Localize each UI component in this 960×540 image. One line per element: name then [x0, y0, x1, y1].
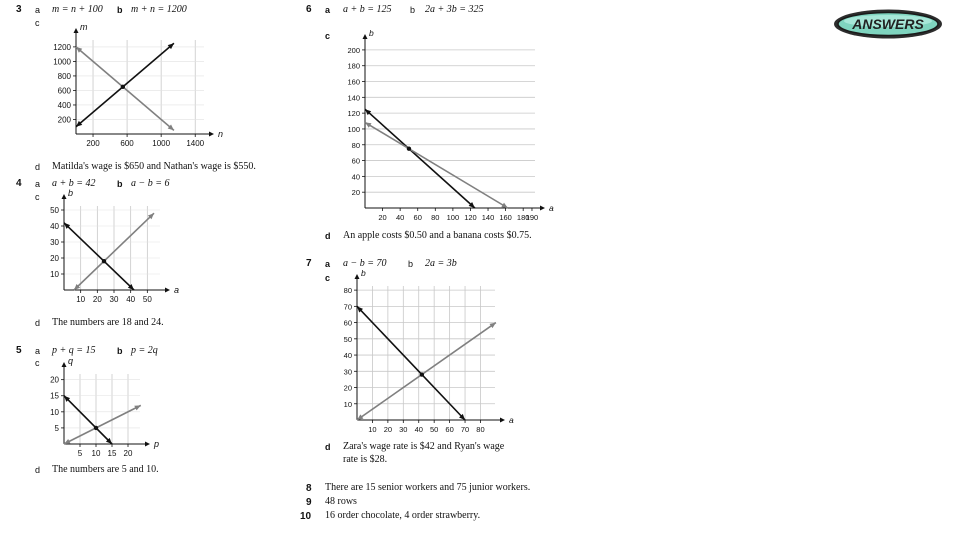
- q7-x-axis-label: a: [509, 415, 514, 425]
- q3-series-2-line: [76, 47, 174, 130]
- q5-c-label: c: [35, 358, 40, 368]
- q4-b-equation: a − b = 6: [131, 178, 170, 189]
- q5-graph: [38, 358, 158, 462]
- q7-y-tick-label: 40: [343, 351, 352, 361]
- q4-x-tick-label: 10: [76, 295, 86, 304]
- q4-x-tick-label: 50: [142, 295, 152, 304]
- q3-b-equation: m + n = 1200: [131, 4, 187, 15]
- q5-y-tick-label: 5: [54, 423, 59, 433]
- q5-intersection-point: [94, 426, 98, 430]
- q10-answer: 16 order chocolate, 4 order strawberry.: [325, 510, 481, 521]
- q4-c-label: c: [35, 192, 40, 202]
- q6-x-tick-label: 120: [464, 213, 477, 222]
- q4-x-axis-label: a: [174, 285, 180, 295]
- q3-a-label: a: [35, 5, 41, 15]
- q7-x-tick-label: 70: [460, 425, 470, 434]
- q6-graph: [335, 28, 554, 226]
- q7-y-tick-label: 10: [343, 399, 352, 409]
- q8-number: 8: [306, 483, 312, 494]
- q7-x-tick-label: 60: [445, 425, 454, 434]
- q6-b-label: b: [410, 5, 416, 15]
- q4-y-tick-label: 40: [50, 222, 59, 231]
- q3-d-answer: Matilda's wage is $650 and Nathan's wage is $550.: [52, 161, 256, 172]
- q6-y-tick-label: 120: [347, 109, 360, 119]
- q4-number: 4: [16, 178, 22, 189]
- q5-number: 5: [16, 345, 22, 356]
- q5-y-tick-label: 10: [50, 407, 59, 417]
- q6-c-label: c: [325, 31, 331, 41]
- q7-x-tick-label: 40: [414, 425, 423, 434]
- q7-a-equation: a − b = 70: [343, 258, 387, 269]
- q5-y-axis-label: q: [68, 356, 74, 366]
- q4-y-axis-label: b: [68, 188, 74, 198]
- q4-y-tick-label: 20: [50, 254, 59, 263]
- q6-number: 6: [306, 4, 312, 15]
- q3-x-tick-label: 200: [86, 139, 100, 148]
- q5-x-axis-label: p: [154, 439, 160, 449]
- q5-d-label: d: [35, 465, 41, 475]
- q6-x-tick-label: 80: [431, 213, 440, 222]
- q6-y-tick-label: 140: [347, 93, 360, 103]
- q7-y-tick-label: 20: [343, 383, 352, 393]
- q6-series-1-line: [365, 109, 475, 208]
- q6-x-tick-label: 60: [413, 213, 422, 222]
- q6-y-tick-label: 100: [347, 124, 360, 134]
- q7-x-tick-label: 20: [383, 425, 393, 434]
- q5-x-arrow: [145, 442, 150, 447]
- q9-number: 9: [306, 497, 312, 508]
- q7-series-1-line: [357, 306, 465, 420]
- q4-x-arrow: [165, 288, 170, 293]
- q4-a-label: a: [35, 179, 41, 189]
- q7-y-arrow: [355, 274, 360, 279]
- q5-b-equation: p = 2q: [131, 345, 158, 356]
- q4-b-label: b: [117, 179, 123, 189]
- q3-b-label: b: [117, 5, 123, 15]
- q7-b-label: b: [408, 259, 414, 269]
- q6-d-answer: An apple costs $0.50 and a banana costs $0.75.: [343, 230, 532, 241]
- q5-d-answer: The numbers are 5 and 10.: [52, 464, 159, 475]
- q5-a-label: a: [35, 346, 41, 356]
- q4-x-tick-label: 20: [92, 295, 102, 304]
- q3-x-tick-label: 1400: [186, 139, 205, 148]
- logo-text: ANSWERS: [852, 16, 924, 32]
- q5-y-tick-label: 15: [50, 391, 59, 401]
- q5-x-tick-label: 5: [77, 449, 83, 458]
- q7-y-tick-label: 60: [343, 318, 352, 328]
- q5-y-arrow: [62, 362, 67, 367]
- q3-y-tick-label: 400: [57, 100, 71, 110]
- q7-y-tick-label: 30: [343, 367, 352, 377]
- q4-graph: [38, 188, 180, 312]
- q7-y-axis-label: b: [361, 268, 366, 278]
- q6-x-tick-label: 190: [525, 213, 539, 222]
- q4-x-tick-label: 30: [109, 295, 119, 304]
- q4-y-tick-label: 10: [50, 270, 59, 279]
- q6-y-tick-label: 20: [351, 188, 360, 198]
- q9-answer: 48 rows: [325, 496, 357, 507]
- q3-intersection-point: [121, 85, 125, 89]
- q7-y-tick-label: 50: [343, 334, 352, 344]
- q4-y-tick-label: 30: [50, 238, 59, 247]
- q6-a-equation: a + b = 125: [343, 4, 392, 15]
- q7-b-equation: 2a = 3b: [425, 258, 457, 269]
- q3-c-label: c: [35, 18, 40, 28]
- q7-d-label: d: [325, 442, 331, 452]
- q4-a-equation: a + b = 42: [52, 178, 96, 189]
- q6-series-2-line: [365, 122, 508, 208]
- q3-y-axis-label: m: [80, 22, 88, 32]
- q7-y-tick-label: 80: [343, 286, 352, 296]
- q5-y-tick-label: 20: [50, 375, 59, 385]
- q3-y-tick-label: 200: [57, 115, 71, 125]
- q7-d-answer-line1: Zara's wage rate is $42 and Ryan's wage: [343, 441, 505, 452]
- q7-intersection-point: [420, 372, 424, 376]
- q6-y-tick-label: 40: [351, 172, 360, 182]
- q6-b-equation: 2a + 3b = 325: [425, 4, 484, 15]
- q3-number: 3: [16, 4, 22, 15]
- q3-y-tick-label: 600: [57, 86, 71, 96]
- q3-series-1-line: [76, 43, 174, 126]
- q6-x-tick-label: 180: [516, 213, 530, 222]
- q3-x-arrow: [209, 132, 214, 137]
- q7-c-label: c: [325, 273, 331, 283]
- q6-x-tick-label: 40: [395, 213, 405, 222]
- q6-d-label: d: [325, 231, 331, 241]
- q5-series-1-line: [64, 396, 112, 444]
- q4-d-label: d: [35, 318, 41, 328]
- q4-d-answer: The numbers are 18 and 24.: [52, 317, 164, 328]
- q3-x-axis-label: n: [218, 129, 224, 139]
- q5-x-tick-label: 15: [107, 449, 117, 458]
- q3-x-tick-label: 600: [120, 139, 134, 148]
- q3-graph: [38, 22, 224, 156]
- q6-y-axis-label: b: [369, 28, 374, 38]
- q6-y-tick-label: 80: [351, 140, 360, 150]
- q5-x-tick-label: 20: [123, 449, 133, 458]
- q7-x-tick-label: 10: [368, 425, 377, 434]
- q5-b-label: b: [117, 346, 123, 356]
- q5-x-tick-label: 10: [91, 449, 101, 458]
- q4-y-tick-label: 50: [50, 206, 59, 215]
- q7-x-tick-label: 30: [399, 425, 408, 434]
- q6-x-tick-label: 140: [481, 213, 495, 222]
- q4-x-tick-label: 40: [126, 295, 136, 304]
- q6-x-tick-label: 20: [378, 213, 387, 222]
- q6-y-tick-label: 60: [351, 156, 360, 166]
- q3-a-equation: m = n + 100: [52, 4, 103, 15]
- q4-series-1-line: [64, 223, 134, 290]
- q3-y-tick-label: 1000: [53, 57, 71, 67]
- q6-y-tick-label: 200: [347, 45, 360, 55]
- q7-x-tick-label: 50: [430, 425, 439, 434]
- q6-a-label: a: [325, 5, 331, 15]
- q3-x-tick-label: 1000: [152, 139, 171, 148]
- q6-x-arrow: [540, 206, 545, 211]
- q7-graph: [335, 268, 514, 436]
- q8-answer: There are 15 senior workers and 75 junior workers.: [325, 482, 531, 493]
- q7-x-tick-label: 80: [476, 425, 485, 434]
- q3-d-label: d: [35, 162, 41, 172]
- q4-intersection-point: [102, 259, 106, 263]
- q6-x-tick-label: 160: [499, 213, 512, 222]
- q7-d-answer-line2: rate is $28.: [343, 454, 388, 465]
- q3-y-tick-label: 800: [57, 71, 71, 81]
- q10-number: 10: [300, 511, 312, 522]
- q5-series-2-line: [64, 405, 141, 444]
- q7-number: 7: [306, 258, 312, 269]
- q6-x-tick-label: 100: [446, 213, 460, 222]
- q6-y-tick-label: 160: [347, 77, 360, 87]
- q6-intersection-point: [407, 147, 411, 151]
- q3-y-tick-label: 1200: [53, 42, 71, 52]
- q7-a-label: a: [325, 259, 331, 269]
- q6-y-tick-label: 180: [347, 61, 360, 71]
- q6-y-arrow: [363, 34, 368, 39]
- q6-x-axis-label: a: [549, 203, 554, 213]
- q5-a-equation: p + q = 15: [52, 345, 96, 356]
- q7-x-arrow: [500, 418, 505, 423]
- answers-logo: [832, 8, 944, 40]
- q4-y-arrow: [62, 194, 67, 199]
- q3-y-arrow: [74, 28, 79, 33]
- q7-y-tick-label: 70: [343, 302, 352, 312]
